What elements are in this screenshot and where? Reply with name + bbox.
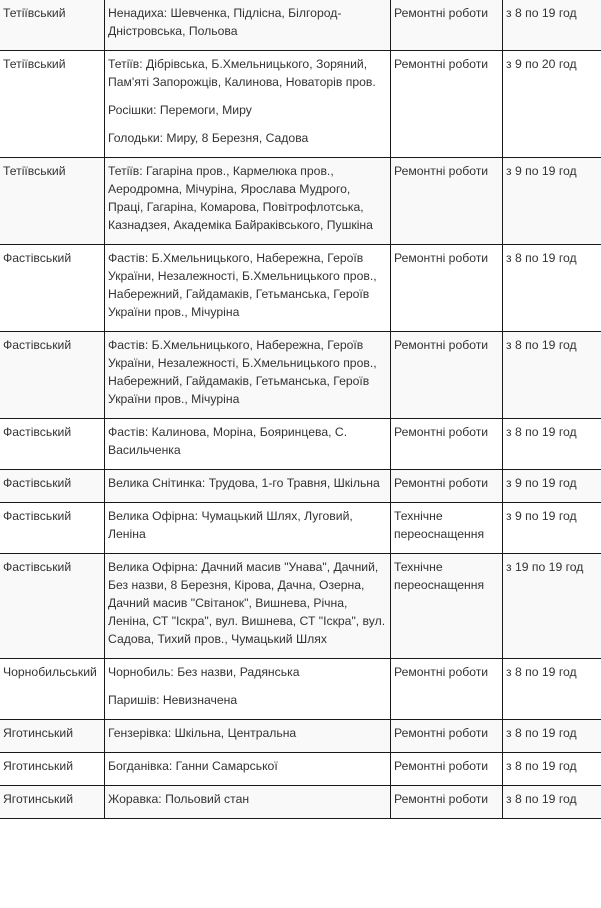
- time-cell: з 9 по 19 год: [503, 470, 601, 503]
- district-cell: Фастівський: [0, 503, 105, 554]
- time-cell: з 8 по 19 год: [503, 786, 601, 819]
- district-cell: Тетіївський: [0, 51, 105, 158]
- reason-cell: Ремонтні роботи: [391, 659, 503, 720]
- address-paragraph: Росішки: Перемоги, Миру: [108, 103, 252, 117]
- district-cell: Чорнобильський: [0, 659, 105, 720]
- reason-cell: Ремонтні роботи: [391, 786, 503, 819]
- addresses-cell: [105, 419, 391, 470]
- reason-cell: Ремонтні роботи: [391, 158, 503, 245]
- reason-cell: Ремонтні роботи: [391, 332, 503, 419]
- time-cell: з 8 по 19 год: [503, 659, 601, 720]
- reason-cell: Технічне переоснащення: [391, 554, 503, 659]
- reason-cell: Ремонтні роботи: [391, 720, 503, 753]
- table-row: [0, 786, 601, 819]
- table-row: [0, 0, 601, 51]
- table-row: [0, 720, 601, 753]
- time-cell: з 9 по 19 год: [503, 158, 601, 245]
- time-cell: з 8 по 19 год: [503, 720, 601, 753]
- district-cell: Яготинський: [0, 720, 105, 753]
- addresses-cell: [105, 659, 391, 720]
- district-cell: Фастівський: [0, 245, 105, 332]
- addresses-cell: [105, 0, 391, 51]
- district-cell: Яготинський: [0, 786, 105, 819]
- reason-cell: Ремонтні роботи: [391, 51, 503, 158]
- addresses-cell: [105, 503, 391, 554]
- district-cell: Тетіївський: [0, 0, 105, 51]
- addresses-cell: [105, 470, 391, 503]
- address-paragraph: Голодьки: Миру, 8 Березня, Садова: [108, 131, 309, 145]
- district-cell: Фастівський: [0, 419, 105, 470]
- address-paragraph: Велика Офірна: Дачний масив "Унава", Дачний, Без назви, 8 Березня, Кірова, Дачна, Озерна, Дачний масив "Світанок", Вишнева, Річна, Леніна, СТ "Іскра", вул. Вишнева, СТ "Іскра", вул. Садова, Тихий пров., Чумацький Шлях: [108, 560, 386, 646]
- table-row: [0, 419, 601, 470]
- address-paragraph: Паришів: Невизначена: [108, 693, 238, 707]
- table-row: [0, 158, 601, 245]
- table-row: [0, 753, 601, 786]
- time-cell: з 8 по 19 год: [503, 753, 601, 786]
- address-paragraph: Жоравка: Польовий стан: [108, 792, 250, 806]
- table-row: [0, 659, 601, 720]
- time-cell: з 19 по 19 год: [503, 554, 601, 659]
- address-paragraph: Фастів: Б.Хмельницького, Набережна, Героїв України, Незалежності, Б.Хмельницького пров., Набережний, Гайдамаків, Гетьманська, Героїв України пров., Мічуріна: [108, 338, 377, 406]
- table-row: [0, 470, 601, 503]
- table-row: [0, 554, 601, 659]
- reason-cell: Технічне переоснащення: [391, 503, 503, 554]
- table-row: [0, 332, 601, 419]
- district-cell: Фастівський: [0, 554, 105, 659]
- district-cell: Фастівський: [0, 470, 105, 503]
- table-row: [0, 245, 601, 332]
- time-cell: з 8 по 19 год: [503, 419, 601, 470]
- reason-cell: Ремонтні роботи: [391, 245, 503, 332]
- addresses-cell: [105, 786, 391, 819]
- address-paragraph: Гензерівка: Шкільна, Центральна: [108, 726, 297, 740]
- address-paragraph: Фастів: Б.Хмельницького, Набережна, Героїв України, Незалежності, Б.Хмельницького пров., Набережний, Гайдамаків, Гетьманська, Героїв України пров., Мічуріна: [108, 251, 377, 319]
- reason-cell: Ремонтні роботи: [391, 0, 503, 51]
- table-row: [0, 503, 601, 554]
- address-paragraph: Ненадиха: Шевченка, Підлісна, Білгород-Дністровська, Польова: [108, 6, 342, 38]
- address-paragraph: Тетіїв: Дібрівська, Б.Хмельницького, Зоряний, Пам'яті Запорожців, Калинова, Новаторів пров.: [108, 57, 376, 89]
- addresses-cell: [105, 554, 391, 659]
- reason-cell: Ремонтні роботи: [391, 419, 503, 470]
- time-cell: з 9 по 20 год: [503, 51, 601, 158]
- addresses-cell: [105, 720, 391, 753]
- table-row: [0, 51, 601, 158]
- address-paragraph: Чорнобиль: Без назви, Радянська: [108, 665, 300, 679]
- addresses-cell: [105, 158, 391, 245]
- reason-cell: Ремонтні роботи: [391, 470, 503, 503]
- addresses-cell: [105, 753, 391, 786]
- addresses-cell: [105, 51, 391, 158]
- address-paragraph: Богданівка: Ганни Самарської: [108, 759, 278, 773]
- address-paragraph: Фастів: Калинова, Моріна, Бояринцева, С. Васильченка: [108, 425, 348, 457]
- address-paragraph: Велика Снітинка: Трудова, 1-го Травня, Шкільна: [108, 476, 380, 490]
- time-cell: з 9 по 19 год: [503, 503, 601, 554]
- time-cell: з 8 по 19 год: [503, 245, 601, 332]
- time-cell: з 8 по 19 год: [503, 0, 601, 51]
- time-cell: з 8 по 19 год: [503, 332, 601, 419]
- address-paragraph: Велика Офірна: Чумацький Шлях, Луговий, Леніна: [108, 509, 353, 541]
- address-paragraph: Тетіїв: Гагаріна пров., Кармелюка пров., Аеродромна, Мічуріна, Ярослава Мудрого, Праці, Гагаріна, Комарова, Повітрофлотська, Казнадзея, Академіка Байраківського, Пушкіна: [108, 164, 373, 232]
- district-cell: Тетіївський: [0, 158, 105, 245]
- addresses-cell: [105, 245, 391, 332]
- district-cell: Яготинський: [0, 753, 105, 786]
- reason-cell: Ремонтні роботи: [391, 753, 503, 786]
- district-cell: Фастівський: [0, 332, 105, 419]
- addresses-cell: [105, 332, 391, 419]
